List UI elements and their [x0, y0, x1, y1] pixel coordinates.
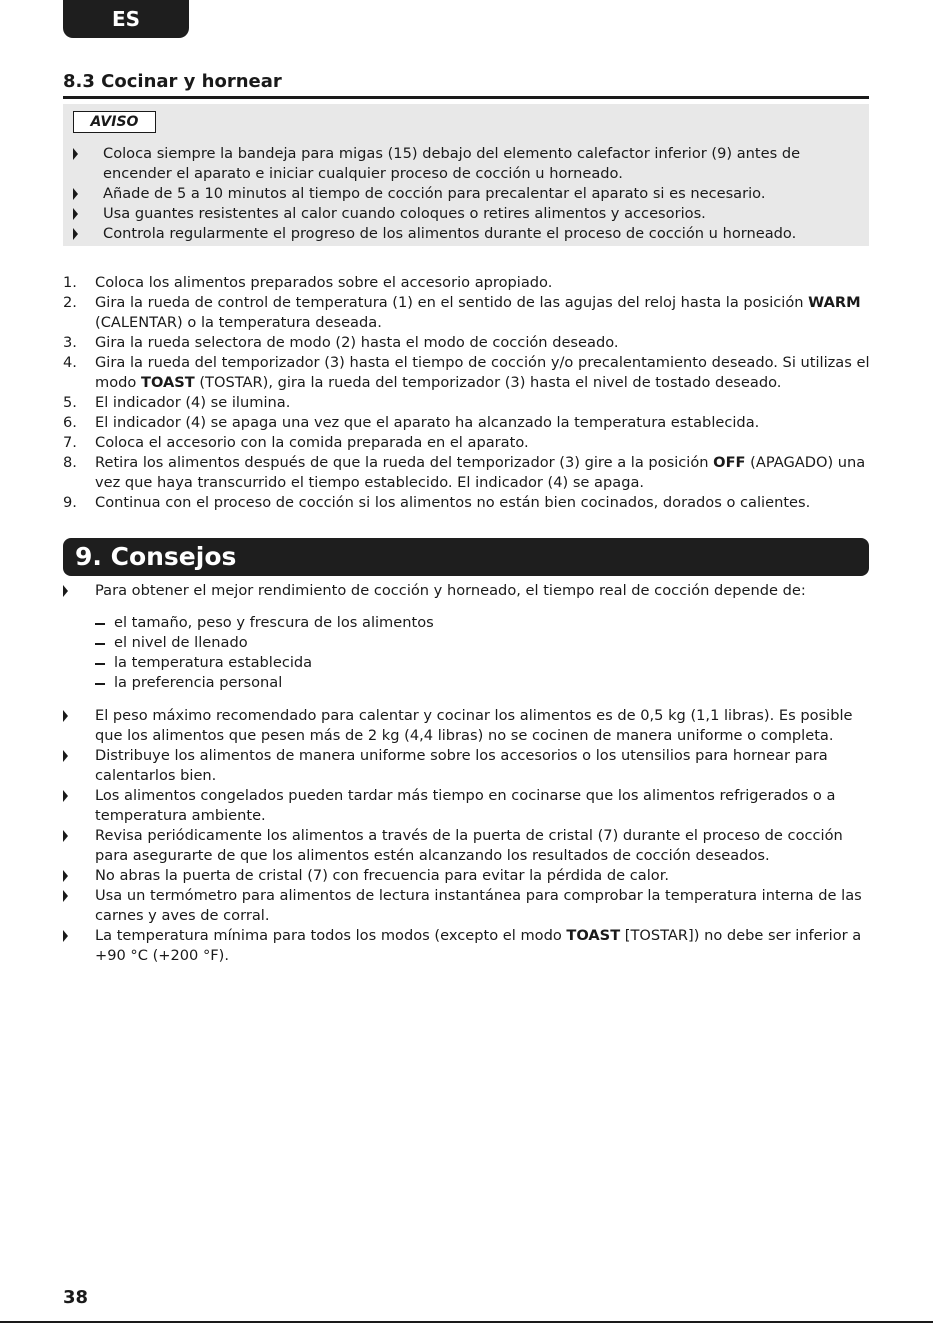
- notice-box: [63, 104, 869, 246]
- step-item: 4. Gira la rueda del temporizador (3) hasta el tiempo de cocción y/o precalentamiento deseado. Si utilizas el modo TOAST (TOSTAR), gira la rueda del temporizador (3) hasta el nivel de tostado deseado.: [63, 354, 870, 391]
- bullet-icon: [63, 890, 68, 902]
- tip-item: Distribuye los alimentos de manera uniforme sobre los accesorios o los utensilios para hornear para calentarlos bien.: [63, 746, 873, 786]
- tip-item: Para obtener el mejor rendimiento de cocción y horneado, el tiempo real de cocción depende de:: [63, 581, 873, 601]
- factor-item: la temperatura establecida: [95, 653, 434, 673]
- step-item: 3. Gira la rueda selectora de modo (2) hasta el modo de cocción deseado.: [63, 334, 619, 351]
- tip-item: La temperatura mínima para todos los modos (excepto el modo TOAST [TOSTAR]) no debe ser inferior a +90 °C (+200 °F).: [63, 926, 873, 966]
- bullet-icon: [73, 188, 78, 200]
- notice-item: Añade de 5 a 10 minutos al tiempo de cocción para precalentar el aparato si es necesario.: [63, 184, 853, 204]
- dash-icon: [95, 663, 105, 665]
- factors-list: [95, 613, 434, 693]
- tip-item: El peso máximo recomendado para calentar y cocinar los alimentos es de 0,5 kg (1,1 libras). Es posible que los alimentos que pesen más de 2 kg (4,4 libras) no se cocinen de manera uniforme o completa.: [63, 706, 873, 746]
- language-tab: ES: [63, 0, 189, 38]
- tip-item: Usa un termómetro para alimentos de lectura instantánea para comprobar la temperatura interna de las carnes y aves de corral.: [63, 886, 873, 926]
- tips-intro-list: [63, 581, 873, 601]
- section-rule: [63, 96, 869, 99]
- step-item: 5. El indicador (4) se ilumina.: [63, 394, 291, 411]
- chapter-heading: 9. Consejos: [63, 538, 869, 576]
- tip-item: Revisa periódicamente los alimentos a través de la puerta de cristal (7) durante el proceso de cocción para asegurarte de que los alimentos estén alcanzando los resultados de cocción deseados.: [63, 826, 873, 866]
- notice-item: Controla regularmente el progreso de los alimentos durante el proceso de cocción u horneado.: [63, 224, 853, 244]
- dash-icon: [95, 683, 105, 685]
- notice-item: Usa guantes resistentes al calor cuando coloques o retires alimentos y accesorios.: [63, 204, 853, 224]
- bullet-icon: [63, 710, 68, 722]
- factor-item: el tamaño, peso y frescura de los alimentos: [95, 613, 434, 633]
- bullet-icon: [63, 790, 68, 802]
- bottom-rule: [0, 1321, 933, 1323]
- step-item: 2. Gira la rueda de control de temperatura (1) en el sentido de las agujas del reloj hasta la posición WARM (CALENTAR) o la temperatura deseada.: [63, 294, 861, 331]
- bullet-icon: [63, 830, 68, 842]
- steps-list: [63, 273, 873, 513]
- dash-icon: [95, 643, 105, 645]
- step-item: 8. Retira los alimentos después de que la rueda del temporizador (3) gire a la posición OFF (APAGADO) una vez que haya transcurrido el tiempo establecido. El indicador (4) se apaga.: [63, 454, 866, 491]
- notice-item: Coloca siempre la bandeja para migas (15) debajo del elemento calefactor inferior (9) antes de encender el aparato e iniciar cualquier proceso de cocción u horneado.: [63, 144, 853, 184]
- notice-label: AVISO: [73, 111, 156, 133]
- step-item: 6. El indicador (4) se apaga una vez que el aparato ha alcanzado la temperatura establecida.: [63, 414, 760, 431]
- bullet-icon: [63, 585, 68, 597]
- dash-icon: [95, 623, 105, 625]
- tip-item: Los alimentos congelados pueden tardar más tiempo en cocinarse que los alimentos refrigerados o a temperatura ambiente.: [63, 786, 873, 826]
- factor-item: el nivel de llenado: [95, 633, 434, 653]
- section-title: 8.3 Cocinar y hornear: [63, 71, 282, 92]
- step-item: 7. Coloca el accesorio con la comida preparada en el aparato.: [63, 434, 529, 451]
- bullet-icon: [73, 228, 78, 240]
- bullet-icon: [73, 208, 78, 220]
- bullet-icon: [63, 930, 68, 942]
- notice-list: [63, 144, 853, 244]
- bullet-icon: [73, 148, 78, 160]
- step-item: 1. Coloca los alimentos preparados sobre el accesorio apropiado.: [63, 274, 553, 291]
- tip-item: No abras la puerta de cristal (7) con frecuencia para evitar la pérdida de calor.: [63, 866, 873, 886]
- bullet-icon: [63, 870, 68, 882]
- step-item: 9. Continua con el proceso de cocción si los alimentos no están bien cocinados, dorados o calientes.: [63, 494, 811, 511]
- factor-item: la preferencia personal: [95, 673, 434, 693]
- bullet-icon: [63, 750, 68, 762]
- page-number: 38: [63, 1287, 89, 1308]
- tips-list: [63, 706, 873, 966]
